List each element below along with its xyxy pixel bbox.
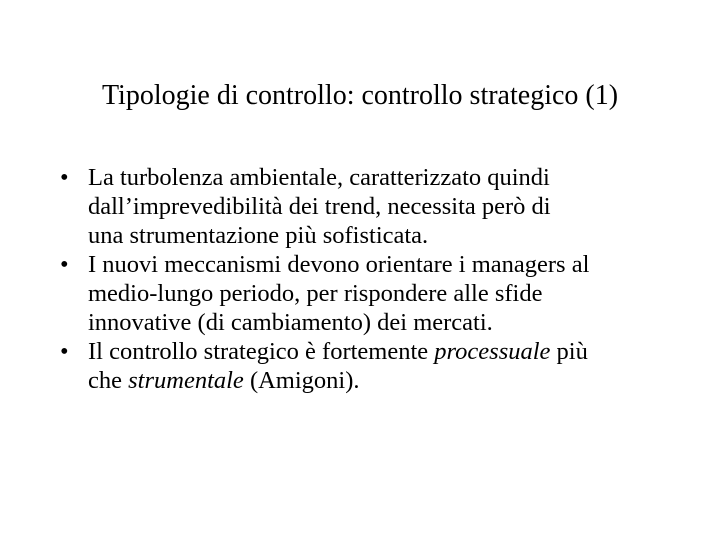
bullet-text: che [88,367,129,394]
bullet-dot: • [60,251,69,278]
bullet-text-line: I nuovi meccanismi devono orientare i managers al [88,251,590,278]
emphasis-processuale: processuale [434,338,551,365]
bullet-dot: • [60,338,69,365]
bullet-text-line [88,337,680,366]
bullet-text-line: dall’imprevedibilità dei trend, necessita però di [88,193,551,220]
bullet-item [60,163,680,250]
bullet-text-line: medio-lungo periodo, per rispondere alle sfide [88,280,543,307]
bullet-item [60,250,680,337]
bullet-text-line [88,366,680,395]
bullet-text: Il controllo strategico è fortemente [88,338,435,365]
emphasis-strumentale: strumentale [128,367,244,394]
bullet-dot: • [60,164,69,191]
bullet-text-line: La turbolenza ambientale, caratterizzato quindi [88,164,550,191]
bullet-text: più [550,338,588,365]
slide-title: Tipologie di controllo: controllo strategico (1) [101,80,619,111]
bullet-text: (Amigoni). [243,367,360,394]
bullet-text-line: innovative (di cambiamento) dei mercati. [88,309,493,336]
bullet-list [60,163,680,395]
bullet-item [60,337,680,395]
bullet-text-line: una strumentazione più sofisticata. [88,222,429,249]
